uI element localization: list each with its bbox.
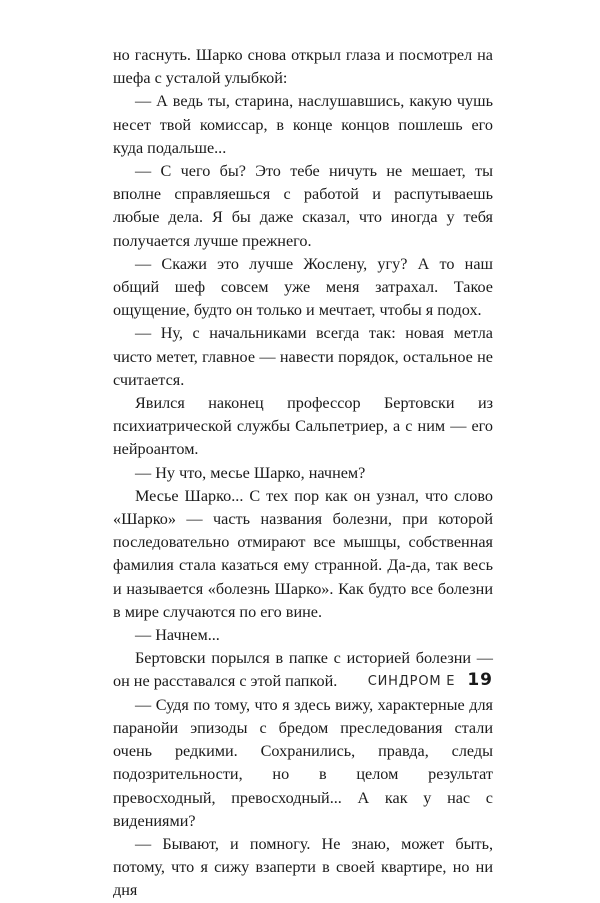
page-number: 19 (467, 670, 493, 690)
paragraph-6: Явился наконец профессор Бертовски из психиатрической службы Сальпетриер, а с ним — его нейроантом. (113, 394, 493, 459)
paragraph-8: Месье Шарко... С тех пор как он узнал, что слово «Шарко» — часть названия болезни, при которой последовательно отмирают все мышцы, собственная фамилия стала казаться ему странной. Да-да, так весь и называется «болезнь Шарко». Как будто все болезни в мире случаются по его вине. (113, 486, 493, 621)
paragraph-12: — Бывают, и помногу. Не знаю, может быть, потому, что я сижу взаперти в своей квартире, но ни дня (113, 834, 493, 900)
paragraph-4: — Скажи это лучше Жослену, угу? А то наш общий шеф совсем уже меня затрахал. Такое ощущение, будто он только и мечтает, чтобы я подох. (113, 254, 493, 320)
paragraph-7: — Ну что, месье Шарко, начнем? (135, 463, 366, 482)
paragraph-1: но гаснуть. Шарко снова открыл глаза и посмотрел на шефа с усталой улыбкой: (113, 46, 493, 88)
paragraph-10: Бертовски порылся в папке с историей болезни — он не расставался с этой папкой. (113, 649, 493, 691)
page-footer (343, 670, 493, 694)
paragraph-9: — Начнем... (135, 626, 220, 645)
running-head: СИНДРОМ Е (367, 674, 456, 689)
paragraph-11: — Судя по тому, что я здесь вижу, характерные для паранойи эпизоды с бредом преследования стали очень редкими. Сохранились, правда, следы подозрительности, но в целом результат превосходный, превосходный... А как у нас с видениями? (113, 695, 493, 830)
page-body (113, 44, 493, 903)
paragraph-2: — А ведь ты, старина, наслушавшись, какую чушь несет твой комиссар, в конце концов пошлешь его куда подальше... (113, 92, 493, 157)
paragraph-5: — Ну, с начальниками всегда так: новая метла чисто метет, главное — навести порядок, остальное не считается. (113, 324, 493, 389)
paragraph-3: — С чего бы? Это тебе ничуть не мешает, ты вполне справляешься с работой и распутываешь любые дела. Я бы даже сказал, что иногда у тебя получается лучше прежнего. (113, 162, 493, 250)
